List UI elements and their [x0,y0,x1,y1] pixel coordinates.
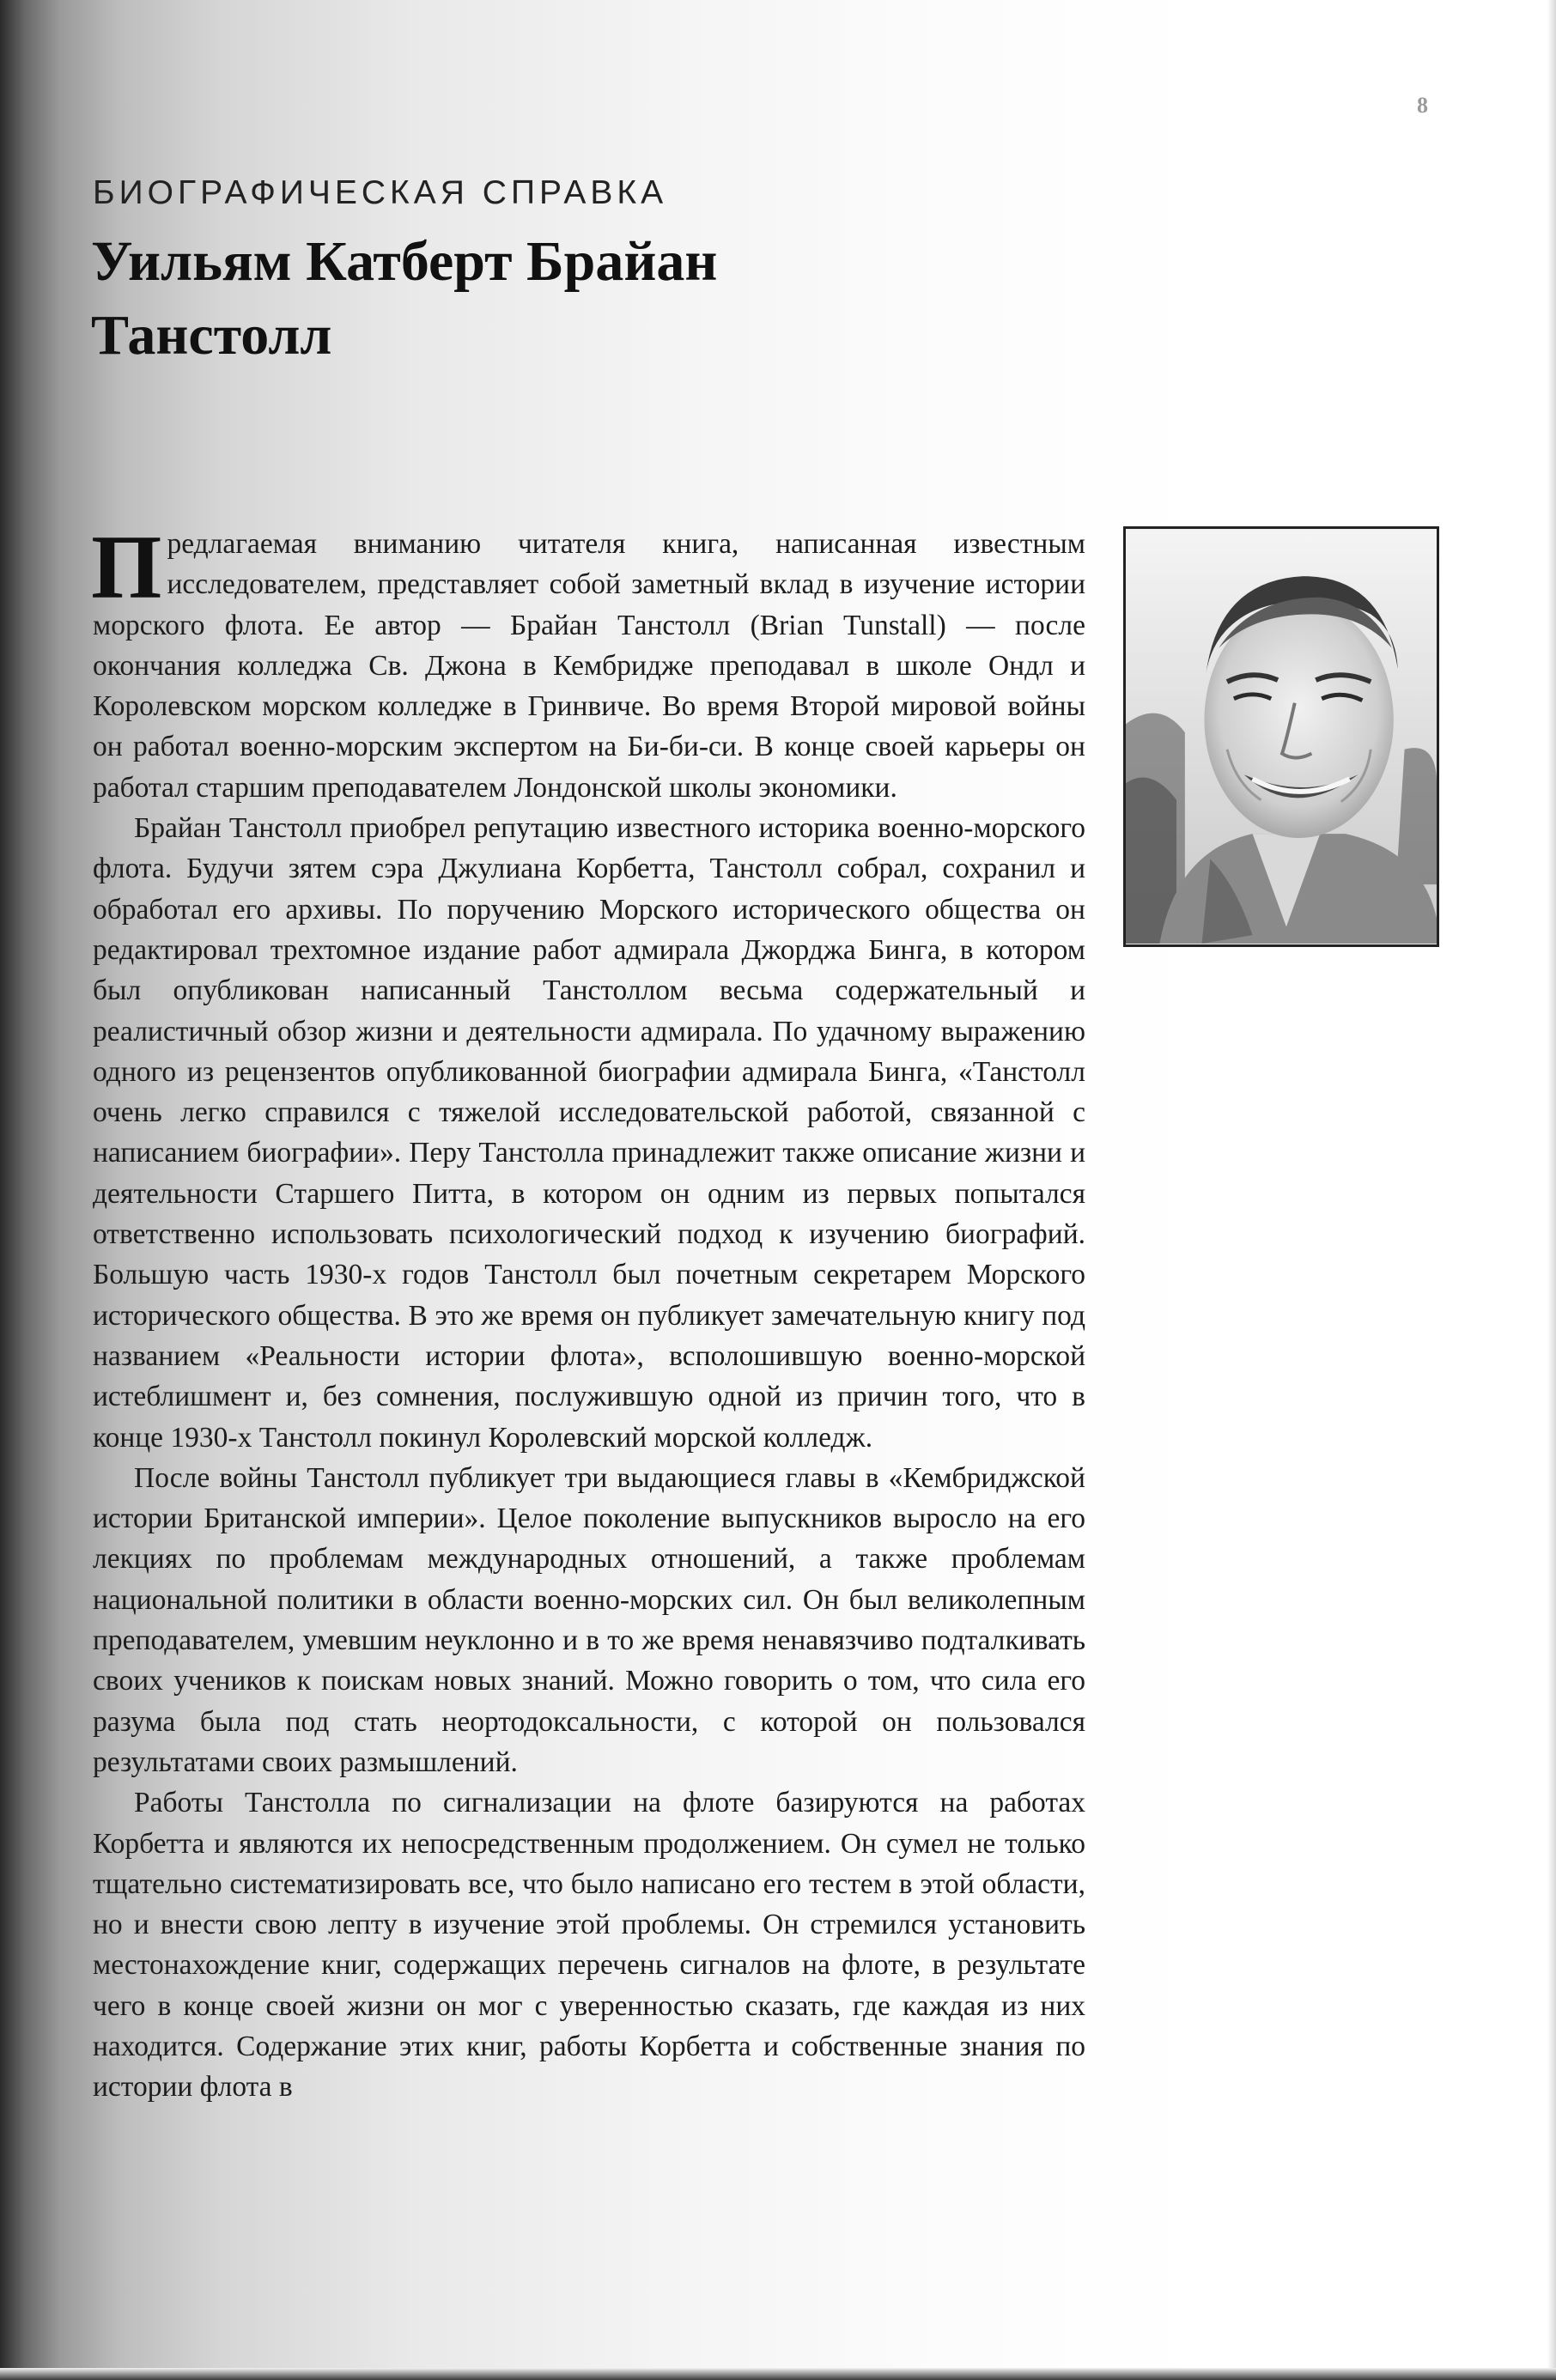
author-portrait [1123,526,1439,947]
paragraph-2: Брайан Танстолл приобрел репутацию известного историка военно-морского флота. Будучи зятем сэра Джулиана Корбетта, Танстолл собрал, сохранил и обработал его архивы. По поручению Морского исторического общества он редактировал трехтомное издание работ адмирала Джорджа Бинга, в котором был опубликован написанный Танстоллом весьма содержательный и реалистичный обзор жизни и деятельности адмирала. По удачному выражению одного из рецензентов опубликованной биографии адмирала Бинга, «Танстолл очень легко справился с тяжелой исследовательской работой, связанной с написанием биографии». Перу Танстолла принадлежит также описание жизни и деятельности Старшего Питта, в котором он одним из первых попытался ответственно использовать психологический подход к изучению биографий. Большую часть 1930-х годов Танстолл был почетным секретарем Морского исторического общества. В это же время он публикует замечательную книгу под названием «Реальности истории флота», всполошившую военно-морской истеблишмент и, без сомнения, послужившую одной из причин того, что в конце 1930-х Танстолл покинул Королевский морской колледж. [93,812,1085,1454]
title-line-2: Танстолл [91,304,332,367]
paragraph-4: Работы Танстолла по сигнализации на флоте базируются на работах Корбетта и являются их непосредственным продолжением. Он сумел не только тщательно систематизировать все, что было написано его тестем в этой области, но и внести свою лепту в изучение этой проблемы. Он стремился установить местонахождение книг, содержащих перечень сигналов на флоте, в результате чего в конце своей жизни он мог с уверенностью сказать, где каждая из них находится. Содержание этих книг, работы Корбетта и собственные знания по истории флота в [93,1787,1085,2104]
article-body [91,517,1085,2108]
title-line-1: Уильям Катберт Брайан [91,230,718,293]
scan-bottom-edge [0,2368,1556,2380]
drop-cap: П [91,517,162,617]
portrait-image [1126,529,1437,944]
paragraph-3: После войны Танстолл публикует три выдающиеся главы в «Кембриджской истории Британской империи». Целое поколение выпускников выросло на его лекциях по проблемам международных отношений, а также проблемам национальной политики в области военно-морских сил. Он был великолепным преподавателем, умевшим неуклонно и в то же время ненавязчиво подталкивать своих учеников к поискам новых знаний. Можно говорить о том, что сила его разума была под стать неортодоксальности, с которой он пользовался результатами своих размышлений. [93,1461,1085,1778]
page-number: 8 [1417,93,1428,118]
section-kicker: БИОГРАФИЧЕСКАЯ СПРАВКА [93,174,668,211]
page-title [91,225,1121,373]
paragraph-1 [91,517,1085,808]
page-edge [1547,0,1556,2380]
paragraph-text: редлагаемая вниманию читателя книга, написанная известным исследователем, представляет собой заметный вклад в изучение истории морского флота. Ее автор — Брайан Танстолл (Brian Tunstall) — после окончания колледжа Св. Джона в Кембридже преподавал в школе Ондл и Королевском морском колледже в Гринвиче. Во время Второй мировой войны он работал военно-морским экспертом на Би-би-си. В конце своей карьеры он работал старшим преподавателем Лондонской школы экономики. [93,528,1085,804]
